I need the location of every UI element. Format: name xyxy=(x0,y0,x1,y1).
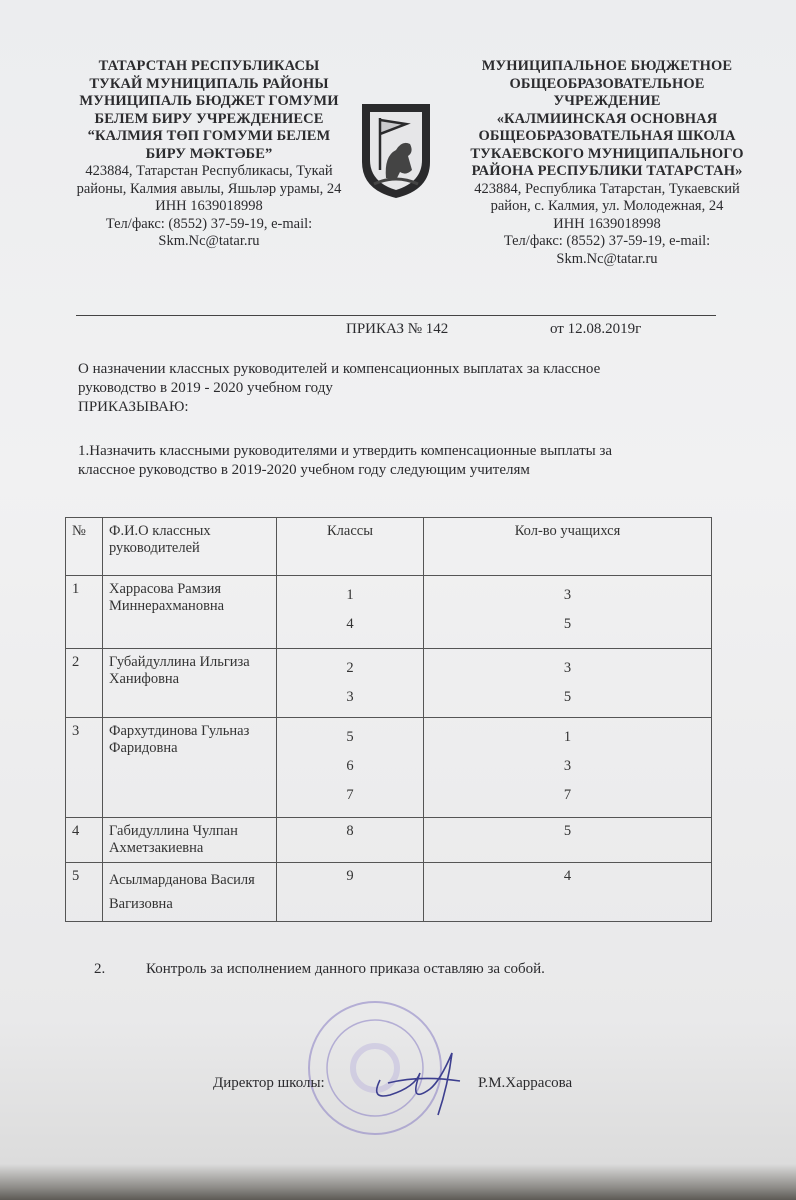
row-number: 5 xyxy=(66,863,103,922)
address-line: районы, Калмия авылы, Яшьләр урамы, 24 xyxy=(76,180,342,197)
student-count: 5 xyxy=(563,689,572,705)
signature-title: Директор школы: xyxy=(213,1075,325,1091)
class: 7 xyxy=(346,787,354,803)
class: 9 xyxy=(277,863,424,922)
classes-cell xyxy=(277,718,424,818)
teacher-name: Габидуллина Чулпан Ахметзакиевна xyxy=(103,818,277,863)
student-count: 3 xyxy=(563,660,572,676)
org-line: МУНИЦИПАЛЬНОЕ БЮДЖЕТНОЕ xyxy=(481,58,733,74)
students-cell xyxy=(424,576,712,649)
command-text: ПРИКАЗЫВАЮ: xyxy=(78,399,189,415)
teacher-name: Губайдуллина Ильгиза Ханифовна xyxy=(103,649,277,718)
coat-of-arms-emblem xyxy=(356,100,436,200)
student-count: 7 xyxy=(563,787,572,803)
subject-line: руководство в 2019 - 2020 учебном году xyxy=(78,380,333,396)
org-line: “КАЛМИЯ ТӨП ГОМУМИ БЕЛЕМ xyxy=(87,128,331,144)
org-line: ОБЩЕОБРАЗОВАТЕЛЬНОЕ xyxy=(509,75,705,92)
header-right-russian xyxy=(450,58,764,268)
address-tatar xyxy=(58,163,360,251)
table-row xyxy=(66,649,712,718)
class: 3 xyxy=(346,689,354,705)
phone: Тел/факс: (8552) 37-59-19, e-mail: xyxy=(105,215,313,232)
item-2-text: Контроль за исполнением данного приказа оставляю за собой. xyxy=(146,961,545,977)
org-line: МУНИЦИПАЛЬ БЮДЖЕТ ГОМУМИ xyxy=(79,93,339,109)
org-name-tatar xyxy=(58,58,360,163)
class: 5 xyxy=(346,729,354,745)
org-line: ТУКАЕВСКОГО МУНИЦИПАЛЬНОГО xyxy=(470,145,744,162)
class: 2 xyxy=(346,660,354,676)
class: 8 xyxy=(277,818,424,863)
org-line: БИРУ МӘКТӘБЕ” xyxy=(145,145,273,162)
table-row xyxy=(66,718,712,818)
class: 1 xyxy=(346,587,354,603)
students-cell xyxy=(424,718,712,818)
header-classes: Классы xyxy=(277,518,424,576)
header-number: № xyxy=(66,518,103,576)
table-header-row xyxy=(66,518,712,576)
item-1 xyxy=(78,442,612,480)
inn: ИНН 1639018998 xyxy=(155,198,263,214)
item-1-line: 1.Назначить классными руководителями и утвердить компенсационные выплаты за xyxy=(78,443,613,459)
header-left-tatar xyxy=(58,58,360,251)
org-line: ОБЩЕОБРАЗОВАТЕЛЬНАЯ ШКОЛА xyxy=(478,128,736,144)
email: Skm.Nc@tatar.ru xyxy=(158,233,260,249)
email: Skm.Nc@tatar.ru xyxy=(556,250,658,267)
student-count: 4 xyxy=(424,863,712,922)
teacher-name: Асылмарданова Василя Вагизовна xyxy=(103,863,277,922)
item-1-line: классное руководство в 2019-2020 учебном году следующим учителям xyxy=(78,462,530,478)
org-line: ТУКАЙ МУНИЦИПАЛЬ РАЙОНЫ xyxy=(89,75,329,92)
row-number: 2 xyxy=(66,649,103,718)
director-name: Р.М.Харрасова xyxy=(478,1075,573,1091)
student-count: 3 xyxy=(563,587,572,603)
address-line: район, с. Калмия, ул. Молодежная, 24 xyxy=(490,198,724,214)
org-line: БЕЛЕМ БИРУ УЧРЕЖДЕНИЕСЕ xyxy=(94,110,324,127)
org-name-russian xyxy=(450,58,764,181)
teacher-name: Фархутдинова Гульназ Фаридовна xyxy=(103,718,277,818)
address-line: 423884, Республика Татарстан, Тукаевский xyxy=(474,180,740,197)
header-name: Ф.И.О классных руководителей xyxy=(103,518,277,576)
director-signature xyxy=(360,1045,470,1125)
header-divider xyxy=(76,315,716,316)
row-number: 1 xyxy=(66,576,103,649)
header-students: Кол-во учащихся xyxy=(424,518,712,576)
class: 4 xyxy=(346,616,354,632)
student-count: 5 xyxy=(563,616,572,632)
order-subject xyxy=(78,360,600,417)
org-line: УЧРЕЖДЕНИЕ xyxy=(553,93,661,109)
table-row xyxy=(66,818,712,863)
classes-cell xyxy=(277,649,424,718)
row-number: 3 xyxy=(66,718,103,818)
table-row xyxy=(66,576,712,649)
classes-cell xyxy=(277,576,424,649)
subject-line: О назначении классных руководителей и компенсационных выплатах за классное xyxy=(78,361,601,377)
row-number: 4 xyxy=(66,818,103,863)
class: 6 xyxy=(346,758,354,774)
org-line: РАЙОНА РЕСПУБЛИКИ ТАТАРСТАН» xyxy=(471,163,743,179)
student-count: 1 xyxy=(563,729,572,745)
address-russian xyxy=(450,181,764,269)
table-row xyxy=(66,863,712,922)
address-line: 423884, Татарстан Республикасы, Тукай xyxy=(85,163,333,179)
teacher-name: Харрасова Рамзия Миннерахмановна xyxy=(103,576,277,649)
students-cell xyxy=(424,649,712,718)
order-number: ПРИКАЗ № 142 xyxy=(346,321,449,337)
phone: Тел/факс: (8552) 37-59-19, e-mail: xyxy=(503,233,711,249)
order-date: от 12.08.2019г xyxy=(550,321,642,337)
inn: ИНН 1639018998 xyxy=(553,215,661,232)
student-count: 5 xyxy=(424,818,712,863)
org-line: «КАЛМИИНСКАЯ ОСНОВНАЯ xyxy=(496,110,718,127)
org-line: ТАТАРСТАН РЕСПУБЛИКАСЫ xyxy=(98,58,320,74)
teachers-table xyxy=(65,517,712,922)
student-count: 3 xyxy=(563,758,572,774)
item-2-number: 2. xyxy=(94,961,106,977)
